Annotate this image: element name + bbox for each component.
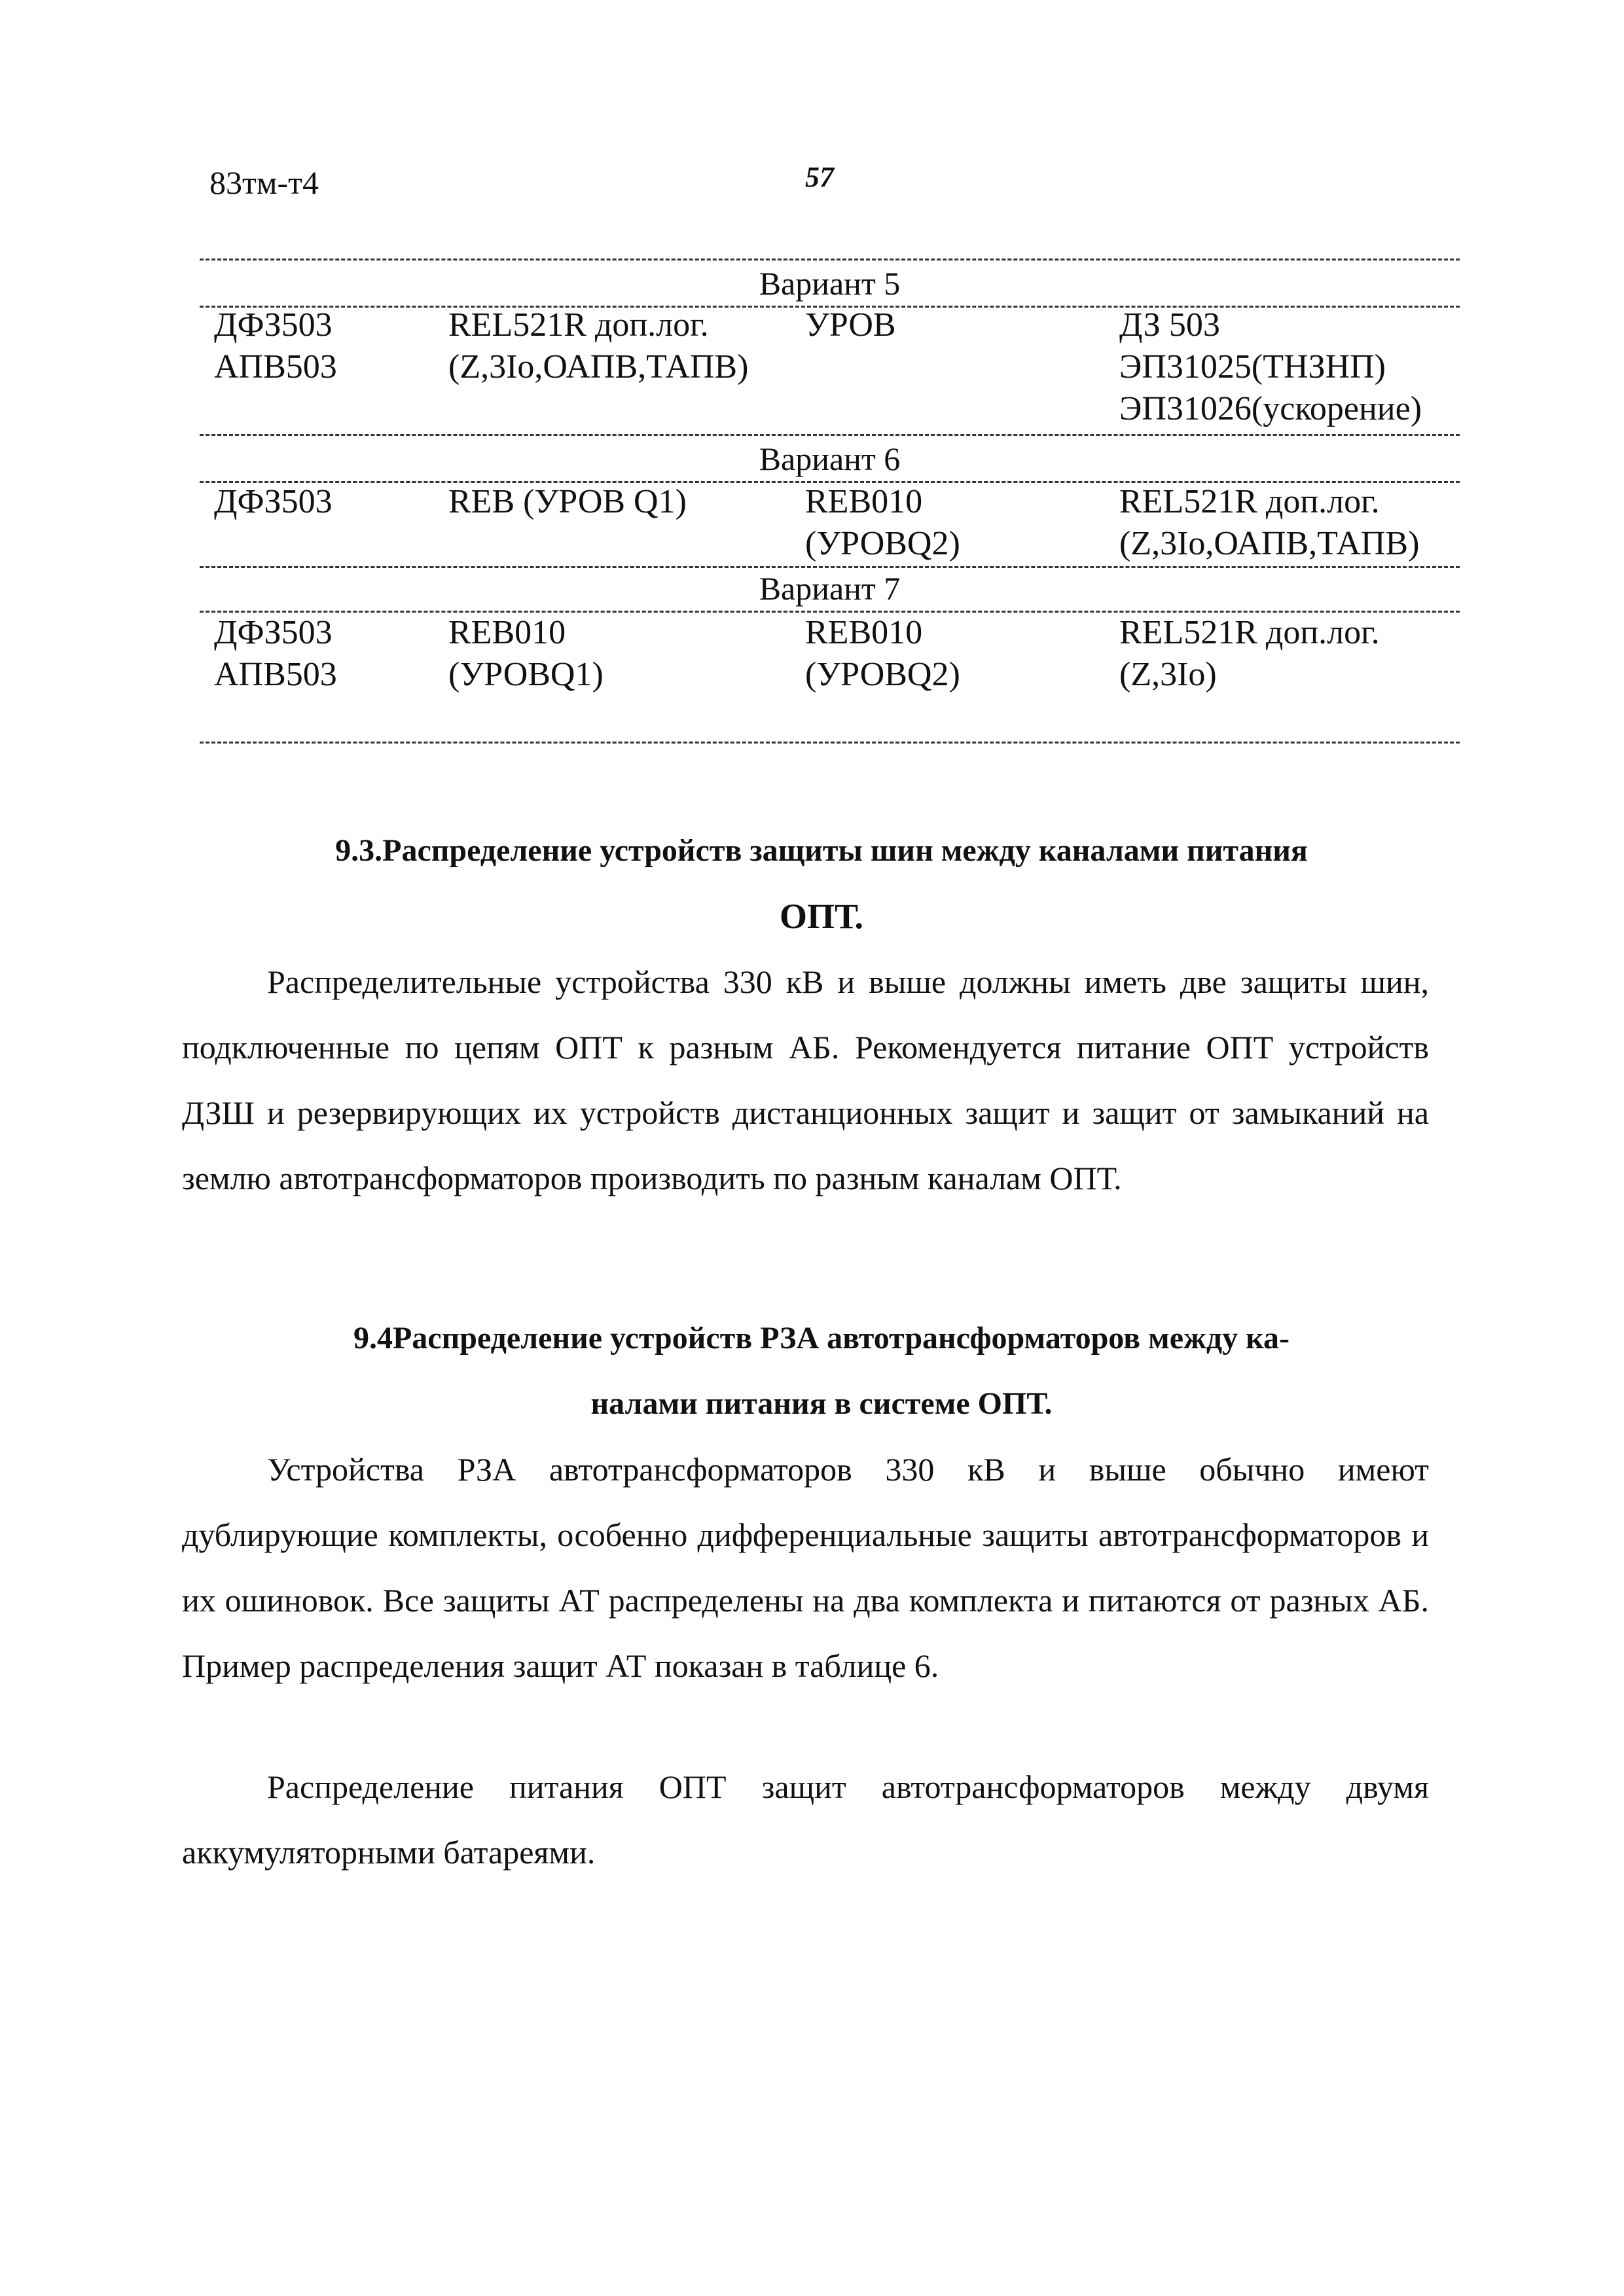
table-cell: АПВ503	[214, 348, 337, 386]
table-rule	[200, 566, 1460, 568]
variant-title: Вариант 5	[759, 265, 901, 302]
table-cell: (Z,3Io,ОАПВ,ТАПВ)	[448, 348, 749, 386]
table-cell: УРОВ	[805, 306, 896, 344]
page-number: 57	[805, 161, 834, 193]
table-cell: ДФЗ503	[214, 614, 333, 651]
heading-line: 9.4Распределение устройств РЗА автотрансформаторов между ка-	[353, 1321, 1290, 1355]
table-cell: REB010	[448, 614, 566, 651]
table-cell: REL521R доп.лог.	[448, 306, 709, 344]
table-cell: REB010	[805, 614, 923, 651]
table-cell: (УРОВQ2)	[805, 525, 960, 562]
paragraph-9-3: Распределительные устройства 330 кВ и выше должны иметь две защиты шин, подключенные по цепям ОПТ к разным АБ. Рекомендуется питание ОПТ устройств ДЗШ и резервирующих их устройств дистанционных защит и защит от замыканий на землю автотрансформаторов производить по разным каналам ОПТ.	[182, 963, 1429, 1196]
variant-title: Вариант 6	[759, 440, 901, 477]
table-rule	[200, 742, 1460, 744]
table-cell: ДФЗ503	[214, 483, 333, 520]
table-rule	[200, 434, 1460, 436]
table-cell: ЭП31025(ТНЗНП)	[1119, 348, 1386, 386]
document-code: 83тм-т4	[209, 164, 319, 201]
section-heading-9-3	[183, 818, 1460, 949]
table-cell: ДФЗ503	[214, 306, 333, 344]
table-cell: REL521R доп.лог.	[1119, 614, 1380, 651]
table-cell: REB010	[805, 483, 923, 520]
heading-line: налами питания в системе ОПТ.	[590, 1386, 1053, 1421]
table-cell: (Z,3Io,ОАПВ,ТАПВ)	[1119, 525, 1420, 562]
table-cell: ДЗ 503	[1119, 306, 1220, 344]
table-cell: ЭП31026(ускорение)	[1119, 390, 1422, 427]
section-heading-9-4	[183, 1306, 1460, 1437]
heading-line: 9.3.Распределение устройств защиты шин между каналами питания	[335, 833, 1308, 868]
table-cell: (УРОВQ2)	[805, 656, 960, 693]
table-cell: (УРОВQ1)	[448, 656, 604, 693]
table-cell: АПВ503	[214, 656, 337, 693]
heading-line: ОПТ.	[779, 897, 864, 936]
table-rule	[200, 259, 1460, 260]
page-header	[209, 161, 1486, 209]
variant-title: Вариант 7	[759, 570, 901, 607]
table-cell: REB (УРОВ Q1)	[448, 483, 687, 520]
table-cell: (Z,3Io)	[1119, 656, 1217, 693]
paragraph-9-4-1: Устройства РЗА автотрансформаторов 330 кВ и выше обычно имеют дублирующие комплекты, особенно дифференциальные защиты автотрансформаторов и их ошиновок. Все защиты АТ распределены на два комплекта и питаются от разных АБ. Пример распределения защит АТ показан в таблице 6.	[182, 1451, 1429, 1684]
paragraph-9-4-2: Распределение питания ОПТ защит автотрансформаторов между двумя аккумуляторными батареями.	[182, 1768, 1429, 1871]
table-cell: REL521R доп.лог.	[1119, 483, 1380, 520]
